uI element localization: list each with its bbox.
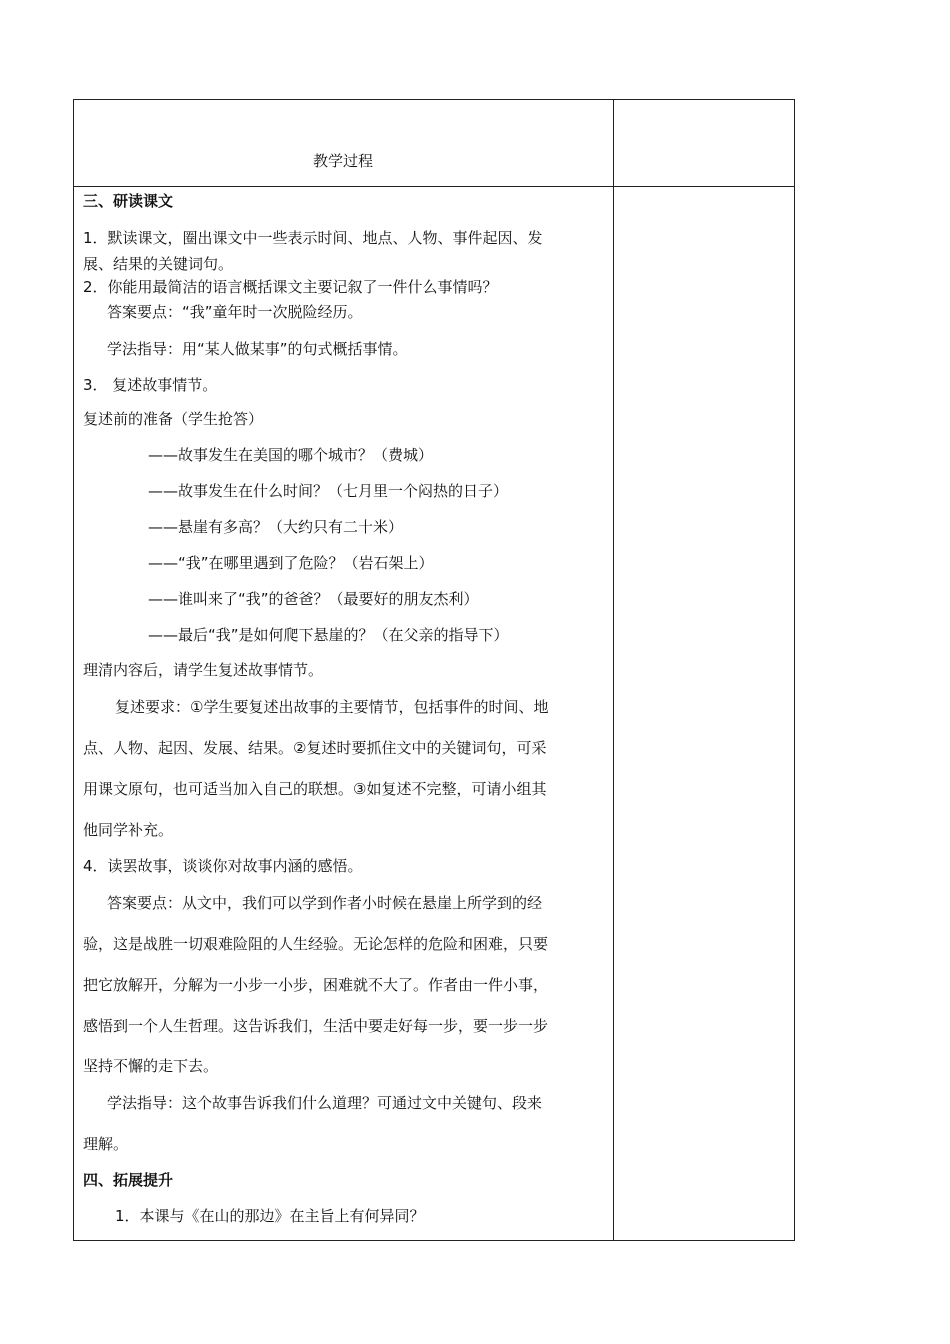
prep-question-6: ——最后“我”是如何爬下悬崖的？（在父亲的指导下） bbox=[148, 626, 509, 644]
extend-question-1: 1．本课与《在山的那边》在主旨上有何异同？ bbox=[115, 1207, 425, 1225]
step-3-prep: 复述前的准备（学生抢答） bbox=[83, 410, 264, 428]
retell-requirements-2: 点、人物、起因、发展、结果。②复述时要抓住文中的关键词句，可采 bbox=[83, 739, 547, 757]
step-1-line-1: 1．默读课文，圈出课文中一些表示时间、地点、人物、事件起因、发 bbox=[83, 229, 543, 247]
step-4-answer-3: 把它放解开，分解为一小步一小步，困难就不大了。作者由一件小事， bbox=[83, 976, 549, 994]
step-2-question: 2．你能用最简洁的语言概括课文主要记叙了一件什么事情吗？ bbox=[83, 278, 498, 296]
prep-question-5: ——谁叫来了“我”的爸爸？（最要好的朋友杰利） bbox=[148, 590, 479, 608]
step-4-answer-2: 验，这是战胜一切艰难险阻的人生经验。无论怎样的危险和困难，只要 bbox=[83, 935, 549, 953]
prep-question-1: ——故事发生在美国的哪个城市？（费城） bbox=[148, 446, 434, 464]
step-4-answer-5: 坚持不懈的走下去。 bbox=[83, 1057, 219, 1075]
prep-question-3: ——悬崖有多高？（大约只有二十米） bbox=[148, 518, 404, 536]
step-4-answer-1: 答案要点：从文中，我们可以学到作者小时候在悬崖上所学到的经 bbox=[107, 894, 543, 912]
step-1-line-2: 展、结果的关键词句。 bbox=[83, 255, 234, 273]
column-divider bbox=[613, 99, 614, 1241]
step-2-answer: 答案要点：“我”童年时一次脱险经历。 bbox=[107, 303, 363, 321]
retell-requirements-4: 他同学补充。 bbox=[83, 821, 174, 839]
retell-instruction: 理清内容后，请学生复述故事情节。 bbox=[83, 661, 324, 679]
header-divider bbox=[73, 186, 795, 187]
step-4-answer-4: 感悟到一个人生哲理。这告诉我们，生活中要走好每一步，要一步一步 bbox=[83, 1017, 549, 1035]
retell-requirements-1: 复述要求：①学生要复述出故事的主要情节，包括事件的时间、地 bbox=[115, 698, 549, 716]
retell-requirements-3: 用课文原句，也可适当加入自己的联想。③如复述不完整，可请小组其 bbox=[83, 780, 547, 798]
section-heading-study: 三、研读课文 bbox=[83, 192, 174, 210]
step-4-method-1: 学法指导：这个故事告诉我们什么道理？可通过文中关键句、段来 bbox=[107, 1094, 543, 1112]
prep-question-2: ——故事发生在什么时间？（七月里一个闷热的日子） bbox=[148, 482, 509, 500]
step-4-title: 4．读罢故事，谈谈你对故事内涵的感悟。 bbox=[83, 857, 363, 875]
step-4-method-2: 理解。 bbox=[83, 1135, 129, 1153]
table-header-title: 教学过程 bbox=[312, 152, 373, 170]
step-3-title: 3． 复述故事情节。 bbox=[83, 376, 218, 394]
step-2-method: 学法指导：用“某人做某事”的句式概括事情。 bbox=[107, 340, 408, 358]
prep-question-4: ——“我”在哪里遇到了危险？（岩石架上） bbox=[148, 554, 434, 572]
section-heading-extend: 四、拓展提升 bbox=[83, 1171, 174, 1189]
